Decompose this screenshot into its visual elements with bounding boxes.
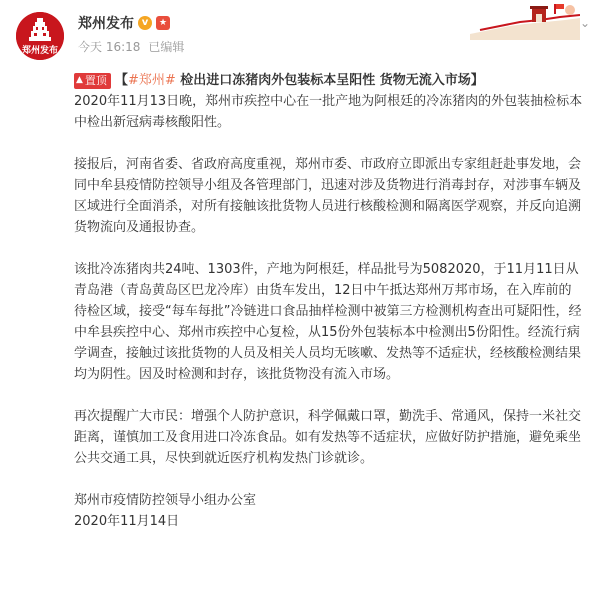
edited-label: 已编辑 [148, 40, 185, 54]
title-open-bracket: 【 [114, 73, 128, 88]
post-time[interactable]: 今天 16:18 [78, 40, 141, 54]
post-meta [78, 38, 184, 55]
verified-badge-icon: v [138, 16, 152, 30]
user-name[interactable]: 郑州发布 [78, 16, 134, 32]
chevron-down-icon[interactable]: ⌄ [579, 16, 591, 30]
avatar[interactable] [16, 12, 64, 60]
paragraph-3: 该批冷冻猪肉共24吨、1303件，产地为阿根廷，样品批号为5082020，于11月11日从青岛港（青岛黄岛区巴龙冷库）由货车发出，12日中午抵达郑州万邦市场，在入库前的待检区域，接受“每车每批”冷链进口食品抽样检测中被第三方检测机构查出可疑阳性，经中牟县疾控中心、郑州市疾控中心复检，从15份外包装标本中检测出5份阳性。经流行病学调查，接触过该批货物的人员及相关人员均无咳嗽、发热等不适症状，经核酸检测结果均为阴性。因及时检测和封存，该批货物没有流入市场。 [74, 262, 582, 382]
avatar-label: 郑州发布 [21, 46, 58, 56]
post-title [115, 70, 484, 91]
hashtag-link[interactable]: #郑州# [127, 73, 176, 88]
post-body [74, 70, 584, 532]
post-title-line [74, 70, 584, 91]
paragraph-1: 2020年11月13日晚，郑州市疾控中心在一批产地为阿根廷的冷冻猪肉的外包装抽检标本中检出新冠病毒核酸阳性。 [74, 94, 583, 130]
great-wall-banner [470, 0, 580, 40]
paragraph-2: 接报后，河南省委、省政府高度重视，郑州市委、市政府立即派出专家组赶赴事发地，会同中牟县疫情防控领导小组及各管理部门，迅速对涉及货物进行消毒封存，对涉事车辆及区域进行全面消杀，对所有接触该批货物人员进行核酸检测和隔离医学观察，并反向追溯货物流向及通报协查。 [74, 157, 582, 235]
pin-badge [74, 73, 111, 89]
paragraph-4: 再次提醒广大市民：增强个人防护意识，科学佩戴口罩，勤洗手、常通风，保持一米社交距离，谨慎加工及食用进口冷冻食品。如有发热等不适症状，应做好防护措施，避免乘坐公共交通工具，尽快到就近医疗机构发热门诊就诊。 [74, 409, 582, 466]
signature: 郑州市疫情防控领导小组办公室 [74, 493, 257, 508]
title-rest: 检出进口冻猪肉外包装标本呈阳性 货物无流入市场】 [175, 73, 484, 88]
signature-date: 2020年11月14日 [74, 514, 180, 529]
post-header [0, 0, 602, 70]
medal-icon: ★ [156, 16, 170, 30]
pin-icon: ▲ [76, 75, 83, 85]
pin-label: 置顶 [84, 74, 107, 87]
name-row [78, 13, 170, 33]
